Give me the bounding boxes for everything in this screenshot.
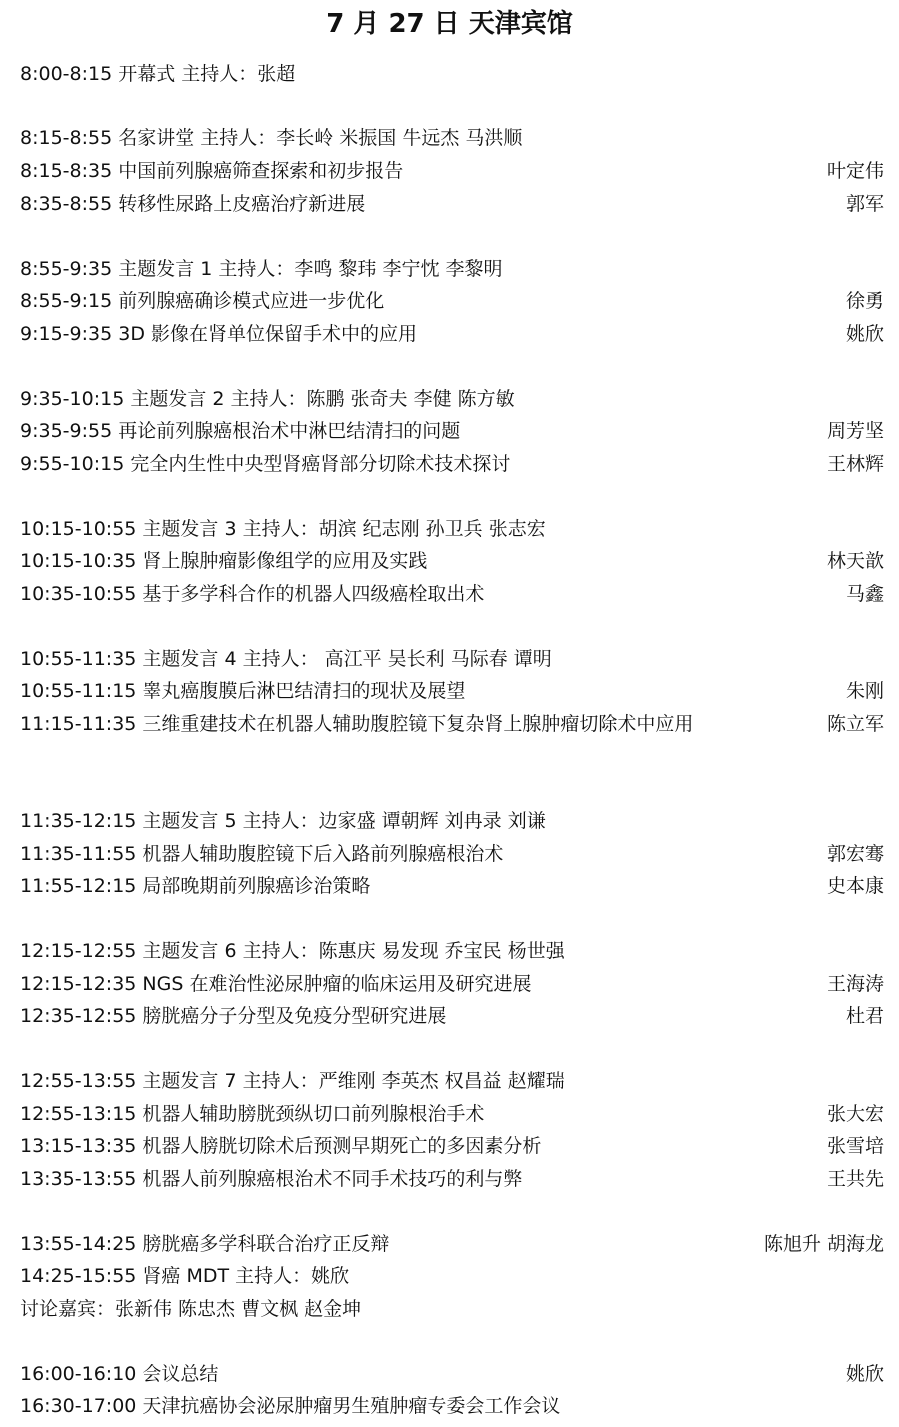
schedule-row [20, 1163, 884, 1195]
session-text: 13:15-13:35 机器人膀胱切除术后预测早期死亡的多因素分析 [20, 1135, 542, 1157]
schedule-row [20, 578, 884, 610]
schedule-row [20, 643, 884, 675]
schedule-row [20, 513, 884, 545]
session-text: 12:55-13:55 主题发言 7 主持人：严维刚 李英杰 权昌益 赵耀瑞 [20, 1070, 565, 1092]
schedule-row [20, 318, 884, 350]
schedule-row [20, 253, 884, 285]
speaker-name: 林天歆 [826, 550, 884, 572]
speaker-name: 王海涛 [826, 973, 884, 995]
schedule-row [20, 448, 884, 480]
session-text: 8:15-8:55 名家讲堂 主持人：李长岭 米振国 牛远杰 马洪顺 [20, 127, 523, 149]
schedule-row [20, 870, 884, 902]
speaker-name: 王共先 [826, 1168, 884, 1190]
speaker-name: 姚欣 [845, 323, 884, 345]
session-text: 16:00-16:10 会议总结 [20, 1363, 219, 1385]
schedule-row [20, 1000, 884, 1032]
schedule-row [20, 285, 884, 317]
session-text: 11:55-12:15 局部晚期前列腺癌诊治策略 [20, 875, 371, 897]
schedule-row [20, 1293, 884, 1325]
session-text: 13:55-14:25 膀胱癌多学科联合治疗正反辩 [20, 1233, 390, 1255]
session-text: 12:15-12:55 主题发言 6 主持人：陈惠庆 易发现 乔宝民 杨世强 [20, 940, 565, 962]
schedule-row [20, 1358, 884, 1390]
session-text: 8:15-8:35 中国前列腺癌筛查探索和初步报告 [20, 160, 404, 182]
session-text: 11:15-11:35 三维重建技术在机器人辅助腹腔镜下复杂肾上腺肿瘤切除术中应用 [20, 713, 694, 735]
speaker-name: 陈旭升 胡海龙 [763, 1233, 884, 1255]
speaker-name: 杜君 [845, 1005, 884, 1027]
session-text: 8:55-9:15 前列腺癌确诊模式应进一步优化 [20, 290, 385, 312]
session-text: 12:15-12:35 NGS 在难治性泌尿肿瘤的临床运用及研究进展 [20, 973, 532, 995]
speaker-name: 姚欣 [845, 1363, 884, 1385]
session-text: 10:55-11:15 睾丸癌腹膜后淋巴结清扫的现状及展望 [20, 680, 466, 702]
speaker-name: 叶定伟 [826, 160, 884, 182]
speaker-name: 王林辉 [826, 453, 884, 475]
speaker-name: 陈立军 [826, 713, 884, 735]
session-text: 10:15-10:55 主题发言 3 主持人：胡滨 纪志刚 孙卫兵 张志宏 [20, 518, 546, 540]
session-text: 13:35-13:55 机器人前列腺癌根治术不同手术技巧的利与弊 [20, 1168, 523, 1190]
schedule-row [20, 675, 884, 707]
schedule-row [20, 1065, 884, 1097]
speaker-name: 马鑫 [845, 583, 884, 605]
schedule-row [20, 1228, 884, 1260]
schedule-row [20, 805, 884, 837]
session-text: 10:35-10:55 基于多学科合作的机器人四级癌栓取出术 [20, 583, 485, 605]
session-text: 14:25-15:55 肾癌 MDT 主持人：姚欣 [20, 1265, 350, 1287]
speaker-name: 郭军 [845, 193, 884, 215]
schedule-row [20, 383, 884, 415]
speaker-name: 张大宏 [826, 1103, 884, 1125]
speaker-name: 张雪培 [826, 1135, 884, 1157]
session-text: 讨论嘉宾：张新伟 陈忠杰 曹文枫 赵金坤 [20, 1298, 362, 1320]
session-text: 12:55-13:15 机器人辅助膀胱颈纵切口前列腺根治手术 [20, 1103, 485, 1125]
schedule-row [20, 58, 884, 90]
schedule-row [20, 1098, 884, 1130]
schedule-row [20, 155, 884, 187]
schedule-row [20, 545, 884, 577]
speaker-name: 周芳坚 [826, 420, 884, 442]
session-text: 8:35-8:55 转移性尿路上皮癌治疗新进展 [20, 193, 366, 215]
schedule-row [20, 935, 884, 967]
session-text: 8:00-8:15 开幕式 主持人：张超 [20, 63, 296, 85]
session-text: 9:55-10:15 完全内生性中央型肾癌肾部分切除术技术探讨 [20, 453, 511, 475]
session-text: 10:15-10:35 肾上腺肿瘤影像组学的应用及实践 [20, 550, 428, 572]
schedule-row [20, 968, 884, 1000]
speaker-name: 史本康 [826, 875, 884, 897]
page-title: 7 月 27 日 天津宾馆 [326, 9, 573, 39]
session-text: 12:35-12:55 膀胱癌分子分型及免疫分型研究进展 [20, 1005, 447, 1027]
session-text: 11:35-11:55 机器人辅助腹腔镜下后入路前列腺癌根治术 [20, 843, 504, 865]
schedule-row [20, 188, 884, 220]
schedule-row [20, 1260, 884, 1292]
session-text: 9:35-9:55 再论前列腺癌根治术中淋巴结清扫的问题 [20, 420, 461, 442]
session-text: 11:35-12:15 主题发言 5 主持人：边家盛 谭朝辉 刘冉录 刘谦 [20, 810, 546, 832]
session-text: 16:30-17:00 天津抗癌协会泌尿肿瘤男生殖肿瘤专委会工作会议 [20, 1395, 561, 1417]
schedule-row [20, 1130, 884, 1162]
schedule-row [20, 415, 884, 447]
session-text: 8:55-9:35 主题发言 1 主持人：李鸣 黎玮 李宁忱 李黎明 [20, 258, 503, 280]
session-text: 10:55-11:35 主题发言 4 主持人： 高江平 吴长利 马际春 谭明 [20, 648, 552, 670]
speaker-name: 朱刚 [845, 680, 884, 702]
schedule-row [20, 1390, 884, 1422]
schedule-row [20, 122, 884, 154]
session-text: 9:15-9:35 3D 影像在肾单位保留手术中的应用 [20, 323, 417, 345]
speaker-name: 徐勇 [845, 290, 884, 312]
speaker-name: 郭宏骞 [826, 843, 884, 865]
session-text: 9:35-10:15 主题发言 2 主持人：陈鹏 张奇夫 李健 陈方敏 [20, 388, 515, 410]
schedule-row [20, 708, 884, 740]
schedule-row [20, 838, 884, 870]
